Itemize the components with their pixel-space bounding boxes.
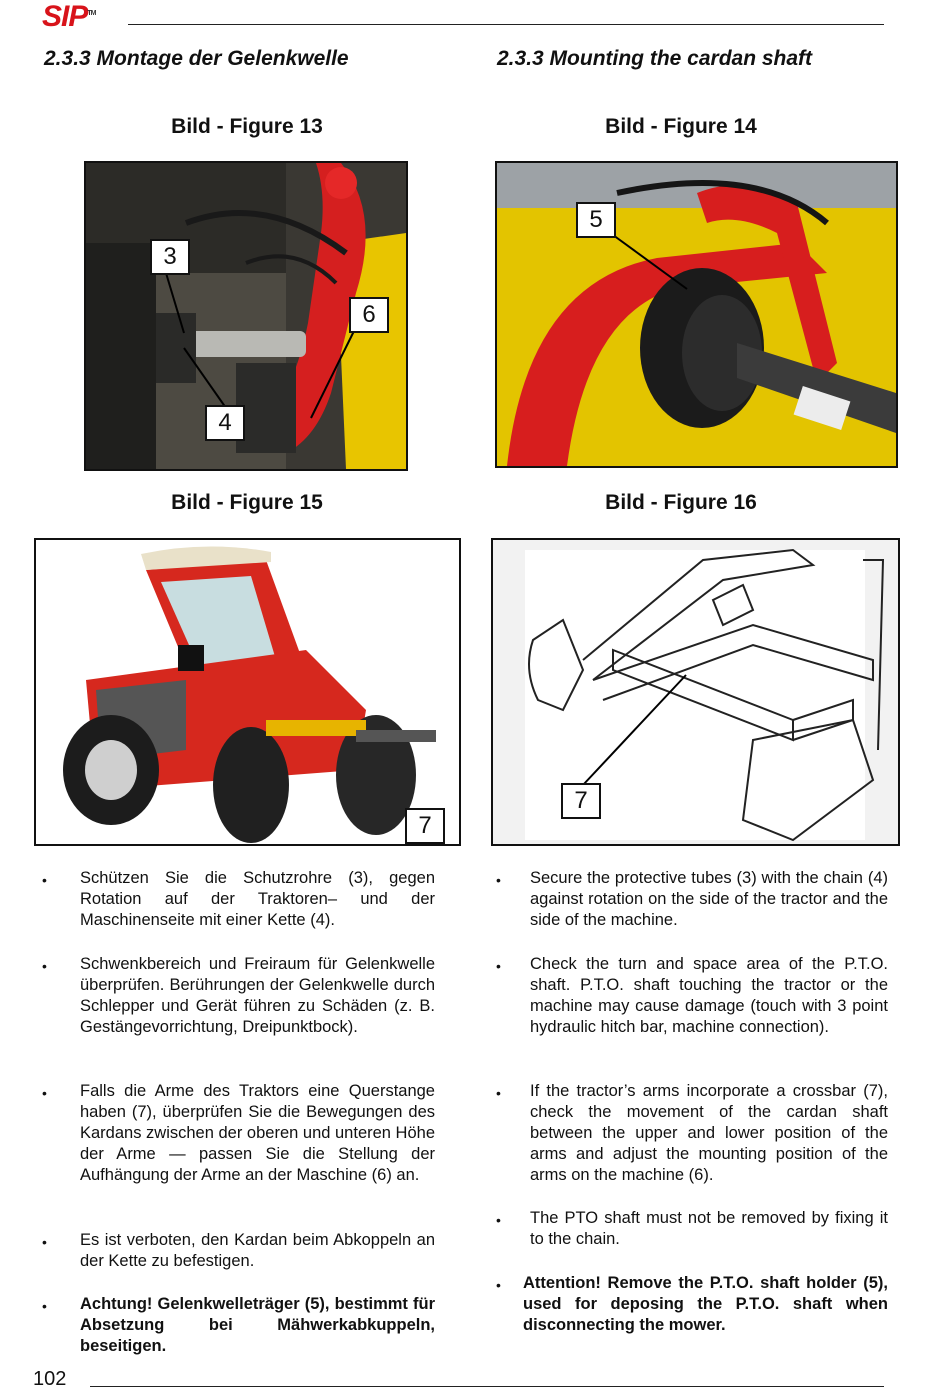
bullet-text: If the tractor’s arms incorporate a crossbar (7), check the movement of the cardan shaft between the upper and lower position of the arms and adjust the mounting position of the arms on the machine (6). <box>530 1082 888 1184</box>
callout-7: 7 <box>561 783 601 819</box>
bullet-text: Es ist verboten, den Kardan beim Abkoppeln an der Kette zu befestigen. <box>80 1231 435 1270</box>
tractor-photo <box>36 540 459 844</box>
callout-4: 4 <box>205 405 245 441</box>
page-number: 102 <box>33 1368 67 1390</box>
callout-5: 5 <box>576 202 616 238</box>
bullet-text: Schützen Sie die Schutzrohre (3), gegen Rotation auf der Traktoren– und der Maschinenseite mit einer Kette (4). <box>80 869 435 929</box>
bullet-symbol: • <box>42 1298 47 1314</box>
bullet-symbol: • <box>42 872 47 888</box>
figure-13-label: Bild - Figure 13 <box>171 115 323 138</box>
bullet-text: Falls die Arme des Traktors eine Querstange haben (7), überprüfen Sie die Bewegungen des Kardans zwischen der oberen und unteren Höhe der Arme — passen Sie die Stellung der Aufhängung der Arme an der Maschine (6) an. <box>80 1082 435 1184</box>
bullet-symbol: • <box>42 1234 47 1250</box>
figure-15-label: Bild - Figure 15 <box>171 491 323 514</box>
bullet-symbol: • <box>496 1212 501 1228</box>
hitch-crossbar-drawing <box>493 540 898 844</box>
section-title-de: 2.3.3 Montage der Gelenkwelle <box>44 47 349 70</box>
callout-3: 3 <box>150 239 190 275</box>
callout-6: 6 <box>349 297 389 333</box>
bullet-text-warning: Achtung! Gelenkwelleträger (5), bestimmt für Absetzung bei Mähwerkabkuppeln, beseitigen. <box>80 1295 435 1355</box>
figure-14-label: Bild - Figure 14 <box>605 115 757 138</box>
bullet-text: Check the turn and space area of the P.T.O. shaft. P.T.O. shaft touching the tractor or the machine may cause damage (touch with 3 point hydraulic hitch bar, machine connection). <box>530 955 888 1036</box>
section-title-en: 2.3.3 Mounting the cardan shaft <box>497 47 813 70</box>
footer-rule <box>90 1386 884 1387</box>
bullet-text-warning: Attention! Remove the P.T.O. shaft holder (5), used for deposing the P.T.O. shaft when disconnecting the mower. <box>523 1274 888 1334</box>
header-rule <box>128 24 884 25</box>
bullet-symbol: • <box>42 1085 47 1101</box>
callout-7: 7 <box>405 808 445 844</box>
sip-logo: SIP™ <box>42 0 96 33</box>
bullet-symbol: • <box>496 872 501 888</box>
bullet-symbol: • <box>42 958 47 974</box>
bullet-text: Schwenkbereich und Freiraum für Gelenkwelle überprüfen. Berührungen der Gelenkwelle durch Schlepper und Gerät führen zu Schäden (z. B. Gestängevorrichtung, Dreipunktbock). <box>80 955 435 1036</box>
bullet-symbol: • <box>496 1277 501 1293</box>
figure-13-photo <box>84 161 408 471</box>
bullet-text: Secure the protective tubes (3) with the chain (4) against rotation on the side of the tractor and the side of the machine. <box>530 869 888 929</box>
figure-16-photo <box>491 538 900 846</box>
figure-16-label: Bild - Figure 16 <box>605 491 757 514</box>
bullet-symbol: • <box>496 958 501 974</box>
figure-14-photo <box>495 161 898 468</box>
bullet-symbol: • <box>496 1085 501 1101</box>
pto-shaft-holder-photo <box>497 163 896 466</box>
figure-15-photo <box>34 538 461 846</box>
bullet-text: The PTO shaft must not be removed by fixing it to the chain. <box>530 1209 888 1248</box>
